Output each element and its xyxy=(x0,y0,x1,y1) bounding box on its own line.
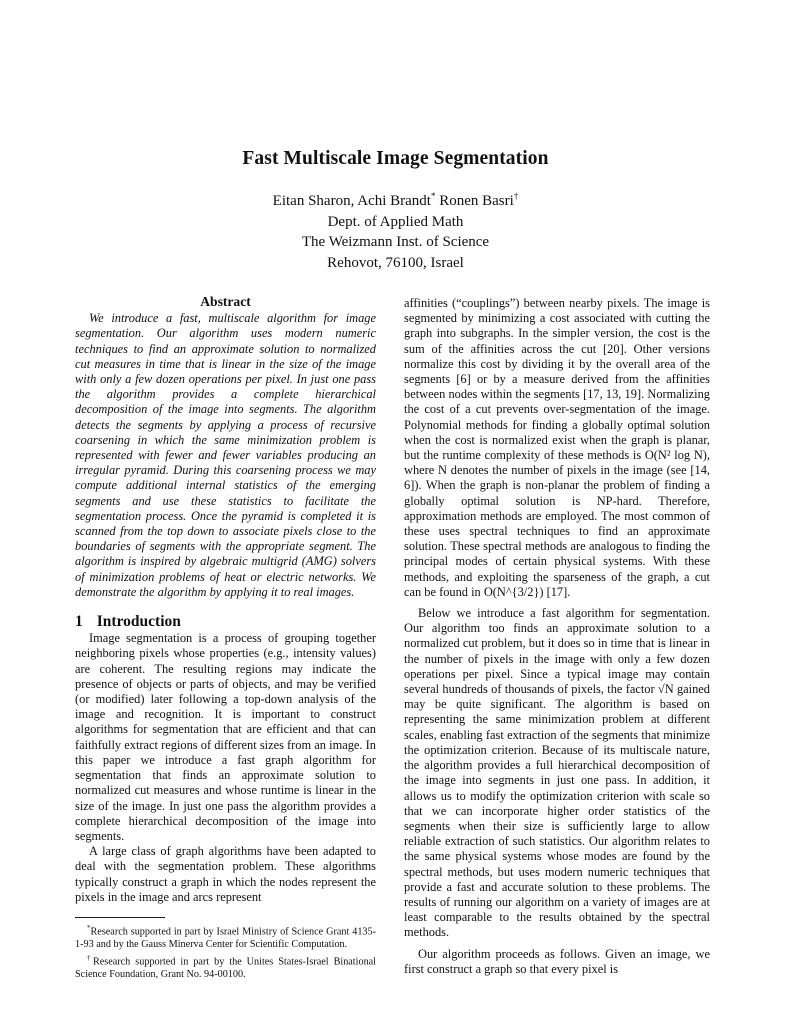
footnote-1-mark: * xyxy=(87,923,91,932)
author-mark-1: * xyxy=(430,191,436,201)
footnote-rule xyxy=(75,917,165,918)
section-heading-introduction xyxy=(75,614,376,629)
footnote-1-text: Research supported in part by Israel Ministry of Science Grant 4135-1-93 and by the Gauss Minerva Center for Scientific Computation. xyxy=(75,926,376,951)
section-title: Introduction xyxy=(96,613,181,631)
abstract-heading: Abstract xyxy=(200,294,251,309)
affiliation-institute: The Weizmann Inst. of Science xyxy=(301,234,490,250)
footnote-1 xyxy=(75,922,376,952)
abstract-text: We introduce a fast, multiscale algorithm for image segmentation. Our algorithm uses modern numeric techniques to find an approximate solution to normalized cut measures in time that is linear in the size of the image with only a few dozen operations per pixel. In just one pass the algorithm provides a complete hierarchical decomposition of the image into segments. The algorithm detects the segments by applying a process of recursive coarsening in which the same minimization problem is represented with fewer and fewer variables producing an irregular pyramid. During this coarsening process we may compute additional internal statistics of the emerging segments and use these statistics to facilitate the segmentation process. Once the pyramid is completed it is scanned from the top down to associate pixels close to the boundaries of segments with the appropriate segment. The algorithm is inspired by algebraic multigrid (AMG) solvers of minimization problems of heat or electric networks. We demonstrate the algorithm by applying it to real images. xyxy=(75,311,376,599)
intro-paragraph-2: A large class of graph algorithms have been adapted to deal with the segmentation problem. These algorithms typically construct a graph in which the nodes represent the pixels in the image and arcs represent xyxy=(75,844,376,904)
author-names-2: Ronen Basri xyxy=(435,193,514,209)
author-mark-2: † xyxy=(513,191,519,201)
intro-paragraph-1: Image segmentation is a process of grouping together neighboring pixels whose properties (e.g., intensity values) are coherent. The resulting regions may indicate the presence of objects or parts of objects, and may be verified (or modified) later following a top-down analysis of the image and recognition. It is important to construct algorithms for segmentation that are efficient and that can faithfully extract regions of different sizes from an image. In this paper we introduce a fast graph algorithm for segmentation that finds an approximate solution to normalized cut measures and whose runtime is linear in the size of the image. In just one pass the algorithm provides a complete hierarchical decomposition of the image into segments. xyxy=(75,631,376,843)
intro-paragraph-4: Our algorithm proceeds as follows. Given an image, we first construct a graph so that every pixel is xyxy=(404,946,710,976)
intro-paragraph-continued: affinities (“couplings”) between nearby pixels. The image is segmented by minimizing a cost associated with cutting the graph into subgraphs. In the simpler version, the cost is the sum of the affinities across the cut [20]. Other versions normalize this cost by dividing it by the overall area of the segments [6] or by a measure derived from the affinities between nodes within the segments [17, 13, 19]. Normalizing the cost of a cut prevents over-segmentation of the image. Polynomial methods for finding a globally optimal solution when the cost is normalized exist when the graph is planar, but the runtime complexity of these methods is O(N² log N), where N denotes the number of pixels in the image (see [14, 6]). When the graph is non-planar the problem of finding a globally optimal solution is NP-hard. Therefore, approximation methods are employed. The most common of these uses spectral techniques to find an approximate solution. These spectral methods are analogous to finding the principal modes of certain physical systems. With these methods, and exploiting the sparseness of the graph, a cut can be found in O(N^{3/2}) [17]. xyxy=(404,296,710,599)
author-block xyxy=(0,186,791,273)
footnote-2-mark: † xyxy=(87,953,93,962)
author-line xyxy=(0,186,791,212)
footnote-2-text: Research supported in part by the Unites States-Israel Binational Science Foundation, Grant No. 94-00100. xyxy=(75,956,377,981)
paper-title: Fast Multiscale Image Segmentation xyxy=(242,148,549,169)
left-column xyxy=(75,294,376,982)
right-column xyxy=(404,296,710,977)
section-number: 1 xyxy=(75,613,83,631)
footnote-2 xyxy=(75,952,376,982)
affiliation-location: Rehovot, 76100, Israel xyxy=(327,254,464,271)
affiliation-dept: Dept. of Applied Math xyxy=(327,213,464,230)
author-names-1: Eitan Sharon, Achi Brandt xyxy=(272,193,431,209)
intro-paragraph-3: Below we introduce a fast algorithm for segmentation. Our algorithm too finds an approximate solution to a normalized cut problem, but it does so in time that is linear in the number of pixels in the image with only a few dozen operations per pixel. Since a typical image may contain several hundreds of thousands of pixels, the factor √N gained may be quite significant. The algorithm is based on representing the same minimization problem at different scales, enabling fast extraction of the segments that minimize the optimization criterion. Because of its multiscale nature, the algorithm provides a full hierarchical decomposition of the image into segments in just one pass. In addition, it allows us to modify the optimization criterion with scale so that we can incorporate higher order statistics of the segments when their size is sufficiently large to allow reliable extraction of such statistics. Our algorithm relates to the same physical systems whose modes are found by the spectral methods, but uses modern numeric techniques that provide a fast and accurate solution to these problems. The results of running our algorithm on a variety of images are at least comparable to the results obtained by the spectral methods. xyxy=(404,606,710,940)
